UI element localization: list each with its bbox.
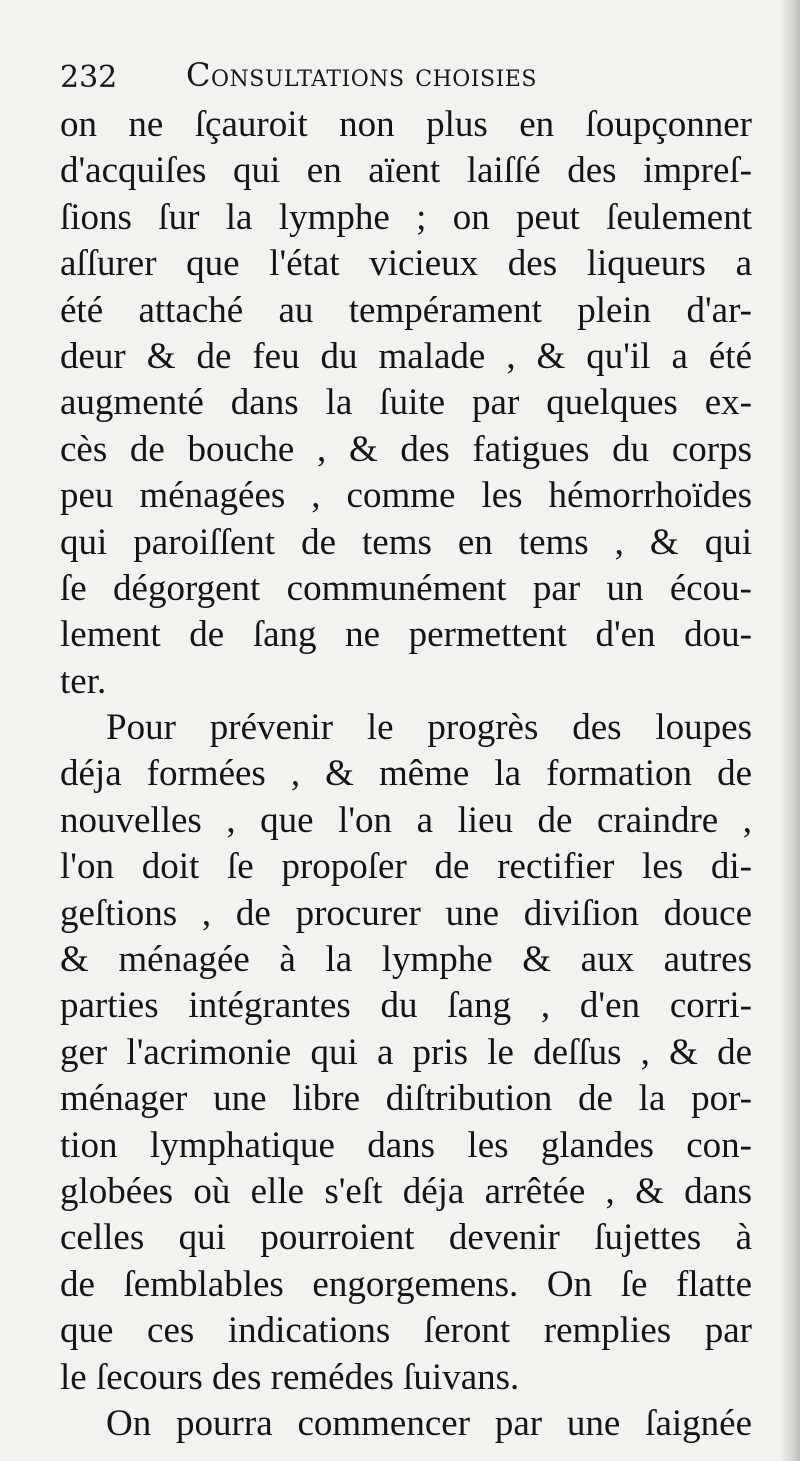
- text-line: augmenté dans la ſuite par quelques ex-: [60, 382, 752, 424]
- text-line: deur & de feu du malade , & qu'il a été: [60, 335, 752, 377]
- text-line: que ces indications ſeront remplies par: [60, 1310, 752, 1352]
- text-line: geſtions , de procurer une diviſion douce: [60, 892, 752, 934]
- text-line: nouvelles , que l'on a lieu de craindre ,: [60, 799, 752, 841]
- text-line: tion lymphatique dans les glandes con-: [60, 1124, 752, 1166]
- text-line: déja formées , & même la formation de: [60, 753, 752, 795]
- text-line: l'on doit ſe propoſer de rectifier les di-: [60, 846, 752, 888]
- text-line: lement de ſang ne permettent d'en dou-: [60, 614, 752, 656]
- text-line: d'acquiſes qui en aïent laiſſé des impreſ-: [60, 150, 752, 192]
- text-line: parties intégrantes du ſang , d'en corri-: [60, 985, 752, 1027]
- text-line: cès de bouche , & des fatigues du corps: [60, 428, 752, 470]
- text-line: globées où elle s'eſt déja arrêtée , & dans: [60, 1170, 752, 1212]
- running-header: [60, 56, 760, 102]
- text-line: ſions ſur la lymphe ; on peut ſeulement: [60, 196, 752, 238]
- text-line: de ſemblables engorgemens. On ſe flatte: [60, 1263, 752, 1305]
- body-text: [60, 102, 752, 1447]
- page-edge-shadow: [778, 0, 800, 1461]
- text-line: aſſurer que l'état vicieux des liqueurs a: [60, 243, 752, 285]
- text-line: & ménagée à la lymphe & aux autres: [60, 939, 752, 981]
- text-line: peu ménagées , comme les hémorrhoïdes: [60, 475, 752, 517]
- text-line: le ſecours des remédes ſuivans.: [60, 1356, 520, 1398]
- text-line: ger l'acrimonie qui a pris le deſſus , & de: [60, 1031, 752, 1073]
- text-line: ménager une libre diſtribution de la por-: [60, 1078, 752, 1120]
- text-line: on ne ſçauroit non plus en ſoupçonner: [60, 104, 752, 145]
- text-line: qui paroiſſent de tems en tems , & qui: [60, 521, 752, 563]
- paragraph-start-line: Pour prévenir le progrès des loupes: [106, 707, 752, 749]
- page-number: 232: [60, 60, 118, 95]
- text-line: été attaché au tempérament plein d'ar-: [60, 289, 752, 331]
- text-line: celles qui pourroient devenir ſujettes à: [60, 1217, 752, 1259]
- running-title: Consultations choisies: [186, 56, 537, 94]
- text-line: ſe dégorgent communément par un écou-: [60, 567, 752, 609]
- paragraph-start-line: On pourra commencer par une ſaignée: [106, 1402, 752, 1444]
- text-line: ter.: [60, 660, 107, 702]
